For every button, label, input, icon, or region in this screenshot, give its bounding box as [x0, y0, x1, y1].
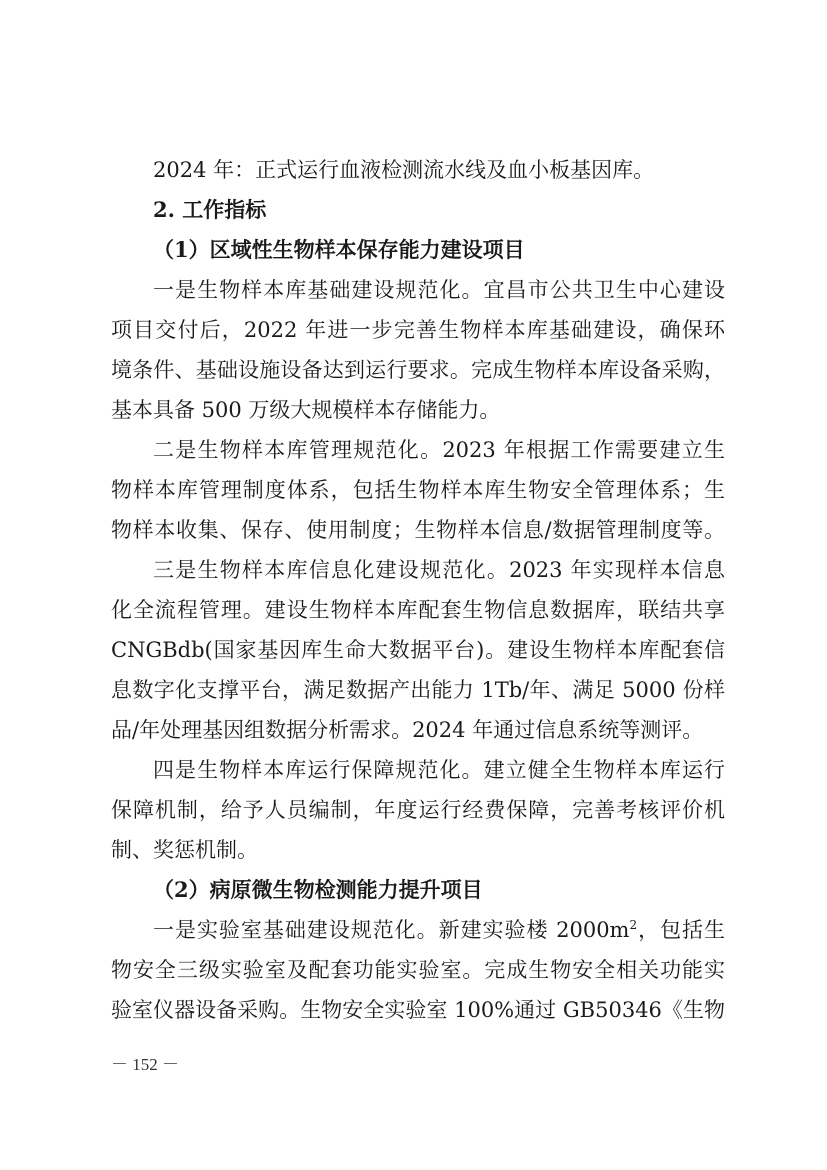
line-text: 三是生物样本库信息化建设规范化。2023 年实现样本信息 [153, 558, 725, 582]
line-text: 物样本库管理制度体系，包括生物样本库生物安全管理体系；生 [111, 478, 725, 502]
line-text: 息数字化支撑平台，满足数据产出能力 1Tb/年、满足 5000 份样 [111, 678, 725, 702]
line-text: 保障机制，给予人员编制，年度运行经费保障，完善考核评价机 [111, 798, 725, 822]
line-text: （1）区域性生物样本保存能力建设项目 [153, 237, 525, 262]
line-text: CNGBdb(国家基因库生命大数据平台)。建设生物样本库配套信 [111, 638, 725, 662]
section-heading [111, 190, 725, 230]
text-line [111, 350, 725, 390]
text-line [111, 310, 725, 350]
line-text: （2）病原微生物检测能力提升项目 [153, 877, 483, 902]
text-line [111, 390, 725, 430]
text-line [111, 470, 725, 510]
line-text: 品/年处理基因组数据分析需求。2024 年通过信息系统等测评。 [111, 718, 704, 742]
line-text: 2. 工作指标 [153, 197, 267, 222]
text-line [111, 750, 725, 790]
line-text: 二是生物样本库管理规范化。2023 年根据工作需要建立生 [153, 438, 725, 462]
text-line [111, 710, 725, 750]
line-text: 一是生物样本库基础建设规范化。宜昌市公共卫生中心建设 [153, 278, 725, 302]
text-line [111, 510, 725, 550]
line-text: 验室仪器设备采购。生物安全实验室 100%通过 GB50346《生物 [111, 998, 725, 1022]
text-line [111, 950, 725, 990]
text-line [111, 910, 725, 950]
text-line [111, 590, 725, 630]
text-line [111, 990, 725, 1030]
line-text: 物样本收集、保存、使用制度；生物样本信息/数据管理制度等。 [111, 518, 725, 542]
line-text: 项目交付后，2022 年进一步完善生物样本库基础建设，确保环 [111, 318, 725, 342]
subsection-heading [111, 870, 725, 910]
superscript: 2 [629, 918, 638, 932]
text-line [111, 550, 725, 590]
line-text: 制、奖惩机制。 [111, 838, 258, 862]
text-line [111, 270, 725, 310]
page-number: － 152 － [111, 1055, 179, 1074]
subsection-heading [111, 230, 725, 270]
text-line [111, 790, 725, 830]
text-line [111, 430, 725, 470]
line-text: 物安全三级实验室及配套功能实验室。完成生物安全相关功能实 [111, 958, 725, 982]
text-line [111, 670, 725, 710]
text-line [111, 830, 725, 870]
document-body [111, 150, 725, 1030]
line-text: 化全流程管理。建设生物样本库配套生物信息数据库，联结共享 [111, 598, 725, 622]
text-line [111, 630, 725, 670]
line-text: 境条件、基础设施设备达到运行要求。完成生物样本库设备采购， [111, 358, 725, 382]
text-line [111, 150, 725, 190]
line-text: 一是实验室基础建设规范化。新建实验楼 2000m [153, 918, 630, 942]
line-text: 基本具备 500 万级大规模样本存储能力。 [111, 398, 501, 422]
line-text-tail: ，包括生 [637, 918, 725, 942]
line-text: 四是生物样本库运行保障规范化。建立健全生物样本库运行 [153, 758, 725, 782]
line-text: 2024 年：正式运行血液检测流水线及血小板基因库。 [153, 158, 655, 182]
